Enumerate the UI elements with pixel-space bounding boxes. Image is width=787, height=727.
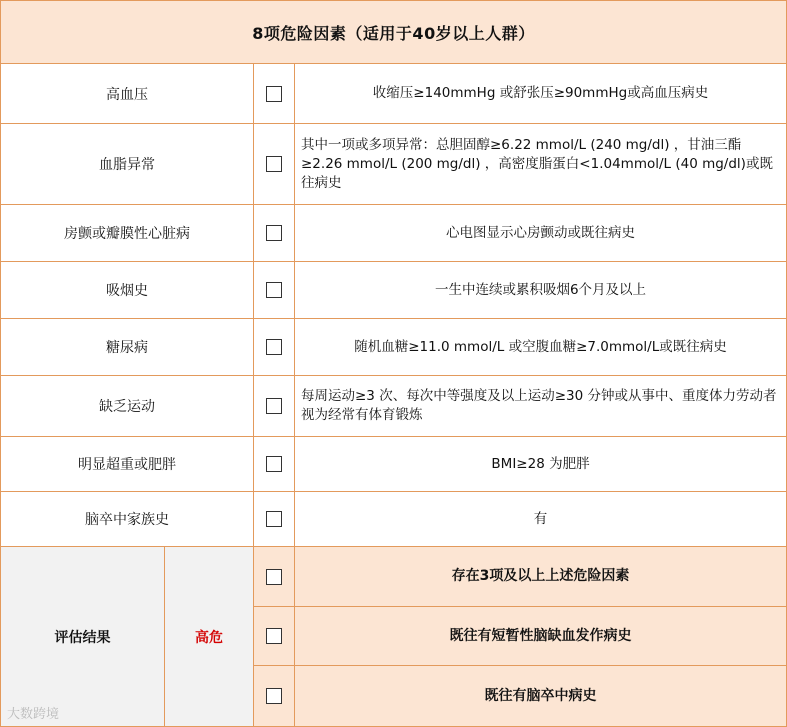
factor-criteria: BMI≥28 为肥胖 [491, 455, 590, 472]
evaluation-checkbox[interactable] [266, 688, 282, 704]
evaluation-text: 既往有脑卒中病史 [484, 687, 597, 704]
table-title: 8项危险因素（适用于40岁以上人群） [1, 1, 786, 64]
factor-label: 高血压 [1, 64, 254, 123]
factor-criteria: 收缩压≥140mmHg 或舒张压≥90mmHg或高血压病史 [372, 85, 709, 101]
evaluation-section [1, 547, 786, 726]
factor-label: 血脂异常 [1, 124, 254, 204]
table-row [1, 124, 786, 205]
table-row [1, 376, 786, 437]
table-row [1, 492, 786, 547]
evaluation-item [254, 547, 786, 607]
factor-criteria: 一生中连续或累积吸烟6个月及以上 [434, 281, 647, 298]
factor-checkbox[interactable] [266, 456, 282, 472]
table-row [1, 437, 786, 492]
evaluation-text: 既往有短暂性脑缺血发作病史 [449, 627, 632, 644]
factor-label: 糖尿病 [1, 319, 254, 375]
factor-checkbox[interactable] [266, 511, 282, 527]
evaluation-checkbox[interactable] [266, 569, 282, 585]
risk-level: 高危 [165, 547, 254, 726]
factor-checkbox[interactable] [266, 86, 282, 102]
factor-checkbox[interactable] [266, 225, 282, 241]
factor-label: 脑卒中家族史 [1, 492, 254, 546]
factor-checkbox[interactable] [266, 282, 282, 298]
factor-criteria: 心电图显示心房颤动或既往病史 [446, 224, 635, 241]
factor-checkbox[interactable] [266, 398, 282, 414]
factor-label: 明显超重或肥胖 [1, 437, 254, 491]
factor-checkbox[interactable] [266, 156, 282, 172]
factor-criteria: 其中一项或多项异常：总胆固醇≥6.22 mmol/L (240 mg/dl) ，甘油三酯≥2.26 mmol/L (200 mg/dl) ，高密度脂蛋白<1.04mmol/L (40 mg/dl)或既往病史 [301, 136, 773, 191]
table-row [1, 64, 786, 124]
evaluation-checkbox[interactable] [266, 628, 282, 644]
table-row [1, 205, 786, 262]
factor-checkbox[interactable] [266, 339, 282, 355]
watermark: 大数跨境 [7, 707, 60, 722]
factor-criteria: 随机血糖≥11.0 mmol/L 或空腹血糖≥7.0mmol/L或既往病史 [354, 338, 727, 355]
evaluation-item [254, 666, 786, 726]
factor-criteria: 有 [533, 510, 548, 527]
evaluation-item [254, 607, 786, 666]
factor-label: 吸烟史 [1, 262, 254, 318]
factor-label: 缺乏运动 [1, 376, 254, 436]
evaluation-label: 评估结果 [1, 547, 165, 726]
factor-label: 房颤或瓣膜性心脏病 [1, 205, 254, 261]
table-row [1, 319, 786, 376]
evaluation-text: 存在3项及以上上述危险因素 [451, 568, 630, 584]
factor-criteria: 每周运动≥3 次、每次中等强度及以上运动≥30 分钟或从事中、重度体力劳动者视为经常有体育锻炼 [301, 388, 777, 423]
table-row [1, 262, 786, 319]
